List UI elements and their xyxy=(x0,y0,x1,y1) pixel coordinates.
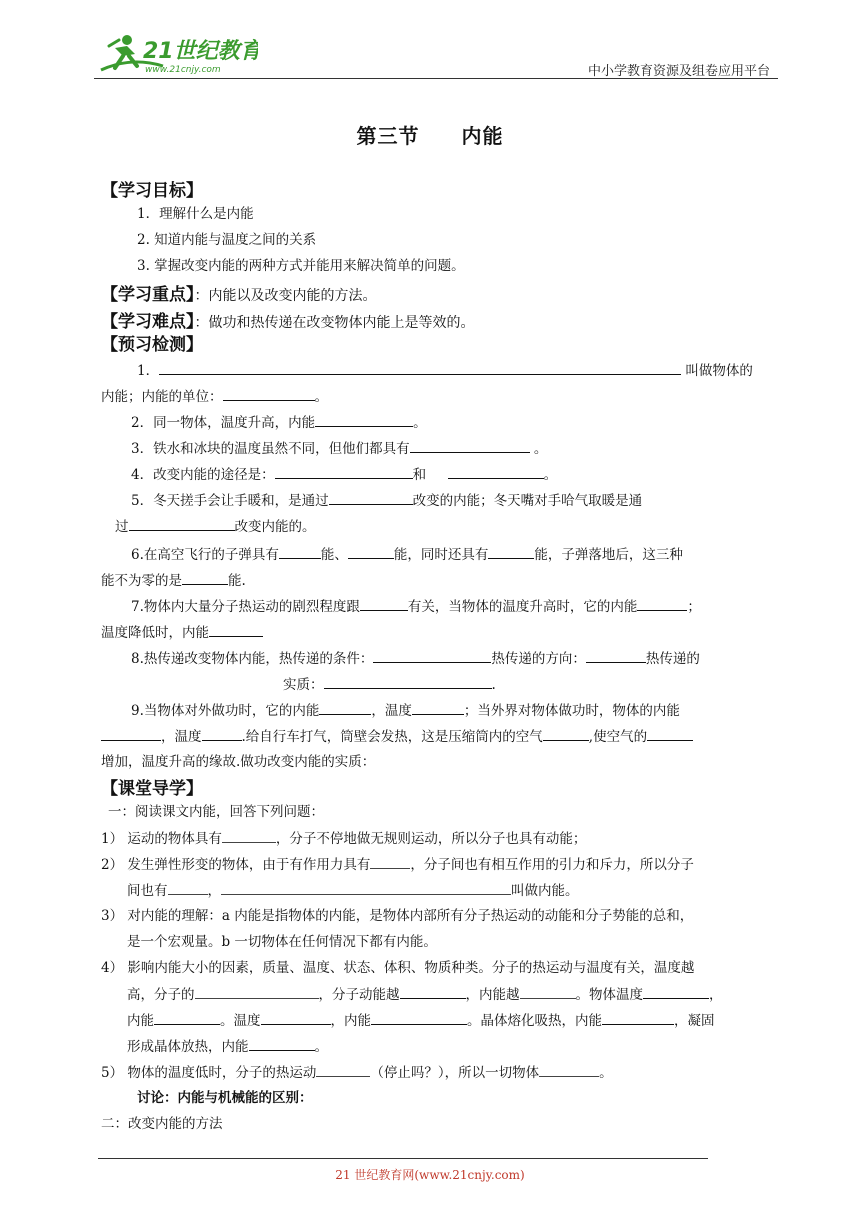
blank[interactable] xyxy=(275,464,413,479)
blank[interactable] xyxy=(543,726,589,741)
key-point-heading: 【学习重点】 xyxy=(101,285,195,305)
part-two-heading: 二：改变内能的方法 xyxy=(101,1116,223,1132)
blank[interactable] xyxy=(373,648,491,663)
blank[interactable] xyxy=(643,984,709,999)
classroom-p1: 1） 运动的物体具有 ，分子不停地做无规则运动，所以分子也具有动能； xyxy=(101,828,586,849)
blank[interactable] xyxy=(488,544,534,559)
blank[interactable] xyxy=(202,726,242,741)
preview-q8: 8.热传递改变物体内能，热传递的条件： 热传递的方向： 热传递的 xyxy=(131,648,700,669)
blank[interactable] xyxy=(602,1010,674,1025)
objectives-heading: 【学习目标】 xyxy=(101,181,203,201)
blank[interactable] xyxy=(360,596,408,611)
classroom-p4-cont: 高，分子的 ，分子动能越 ，内能越 。物体温度 ， xyxy=(127,984,723,1005)
logo-url: www.21cnjy.com xyxy=(145,65,221,75)
classroom-p4-cont2: 内能 。温度 ，内能 。晶体熔化吸热，内能 ，凝固 xyxy=(127,1010,715,1031)
blank[interactable] xyxy=(637,596,687,611)
objective-item: 2. 知道内能与温度之间的关系 xyxy=(137,232,317,248)
logo-text: 21世纪教育 xyxy=(143,39,258,64)
classroom-intro: 一：阅读课文内能，回答下列问题： xyxy=(108,804,324,820)
site-logo xyxy=(93,30,258,80)
blank[interactable] xyxy=(129,516,235,531)
blank[interactable] xyxy=(279,544,321,559)
difficulty-text: ：做功和热传递在改变物体内能上是等效的。 xyxy=(194,315,475,331)
classroom-p3-cont: 是一个宏观量。b 一切物体在任何情况下都有内能。 xyxy=(127,934,437,950)
blank[interactable] xyxy=(209,622,263,637)
logo-runner-icon xyxy=(93,30,258,80)
blank[interactable] xyxy=(221,880,511,895)
blank[interactable] xyxy=(448,464,544,479)
preview-q9-cont: ，温度 .给自行车打气，筒壁会发热，这是压缩筒内的空气 ,使空气的 xyxy=(101,726,693,747)
preview-q3: 3．铁水和冰块的温度虽然不同，但他们都具有 。 xyxy=(131,438,547,459)
blank[interactable] xyxy=(168,880,208,895)
blank[interactable] xyxy=(586,648,646,663)
blank[interactable] xyxy=(316,1062,370,1077)
classroom-p4: 4） 影响内能大小的因素，质量、温度、状态、体积、物质种类。分子的热运动与温度有关，温度越 xyxy=(101,960,695,976)
blank[interactable] xyxy=(520,984,576,999)
key-point xyxy=(101,280,377,305)
preview-q2: 2．同一物体，温度升高，内能 。 xyxy=(131,412,427,433)
header-platform-name: 中小学教育资源及组卷应用平台 xyxy=(587,64,770,79)
classroom-p2: 2） 发生弹性形变的物体，由于有作用力具有 ，分子间也有相互作用的引力和斥力，所以分子 xyxy=(101,854,694,875)
blank[interactable] xyxy=(261,1010,331,1025)
preview-q8-cont: 实质： . xyxy=(283,674,496,695)
blank[interactable] xyxy=(195,984,319,999)
blank[interactable] xyxy=(539,1062,599,1077)
preview-heading: 【预习检测】 xyxy=(101,335,203,355)
blank[interactable] xyxy=(370,854,410,869)
header-divider xyxy=(94,78,778,79)
objective-item: 1．理解什么是内能 xyxy=(137,206,254,222)
blank[interactable] xyxy=(324,674,492,689)
blank[interactable] xyxy=(371,1010,467,1025)
preview-q1-cont: 内能；内能的单位： 。 xyxy=(101,386,328,407)
preview-q6: 6.在高空飞行的子弹具有 能、 能，同时还具有 能，子弹落地后，这三种 xyxy=(131,544,683,565)
classroom-heading: 【课堂导学】 xyxy=(101,779,203,799)
blank[interactable] xyxy=(159,360,681,375)
blank[interactable] xyxy=(315,412,413,427)
classroom-p5: 5） 物体的温度低时，分子的热运动 （停止吗？），所以一切物体 。 xyxy=(101,1062,613,1083)
footer-divider xyxy=(98,1158,708,1159)
classroom-p2-cont: 间也有 ， 叫做内能。 xyxy=(127,880,579,901)
blank[interactable] xyxy=(647,726,693,741)
blank[interactable] xyxy=(101,726,161,741)
blank[interactable] xyxy=(249,1036,315,1051)
blank[interactable] xyxy=(182,570,228,585)
difficulty-heading: 【学习难点】 xyxy=(101,312,195,332)
preview-q7-cont: 温度降低时，内能 xyxy=(101,622,263,643)
preview-q7: 7.物体内大量分子热运动的剧烈程度跟 有关，当物体的温度升高时，它的内能 ； xyxy=(131,596,701,617)
discussion-heading: 讨论：内能与机械能的区别： xyxy=(137,1090,313,1106)
difficulty xyxy=(101,307,475,332)
objective-item: 3. 掌握改变内能的两种方式并能用来解决简单的问题。 xyxy=(137,258,465,274)
classroom-p3: 3） 对内能的理解：a 内能是指物体的内能，是物体内部所有分子热运动的动能和分子势能的总和， xyxy=(101,908,694,924)
preview-q5-cont: 过 改变内能的。 xyxy=(115,516,316,537)
key-point-text: ：内能以及改变内能的方法。 xyxy=(194,288,377,304)
blank[interactable] xyxy=(329,490,413,505)
preview-q1: 1． 叫做物体的 xyxy=(137,360,753,381)
blank[interactable] xyxy=(154,1010,220,1025)
preview-q9: 9.当物体对外做功时，它的内能 ，温度 ；当外界对物体做功时，物体的内能 xyxy=(131,700,680,721)
blank[interactable] xyxy=(348,544,394,559)
preview-q5: 5．冬天搓手会让手暖和，是通过 改变的内能；冬天嘴对手哈气取暖是通 xyxy=(131,490,642,511)
blank[interactable] xyxy=(222,828,276,843)
blank[interactable] xyxy=(319,700,371,715)
blank[interactable] xyxy=(412,700,464,715)
page-title: 第三节 内能 xyxy=(356,124,504,148)
preview-q6-cont: 能不为零的是 能. xyxy=(101,570,246,591)
blank[interactable] xyxy=(410,438,530,453)
blank[interactable] xyxy=(400,984,466,999)
preview-q4: 4．改变内能的途径是： 和 。 xyxy=(131,464,557,485)
blank[interactable] xyxy=(223,386,315,401)
classroom-p4-cont3: 形成晶体放热，内能 。 xyxy=(127,1036,328,1057)
footer-link[interactable]: 21 世纪教育网(www.21cnjy.com) xyxy=(335,1168,525,1182)
preview-q9-cont2: 增加，温度升高的缘故.做功改变内能的实质： xyxy=(101,754,376,770)
